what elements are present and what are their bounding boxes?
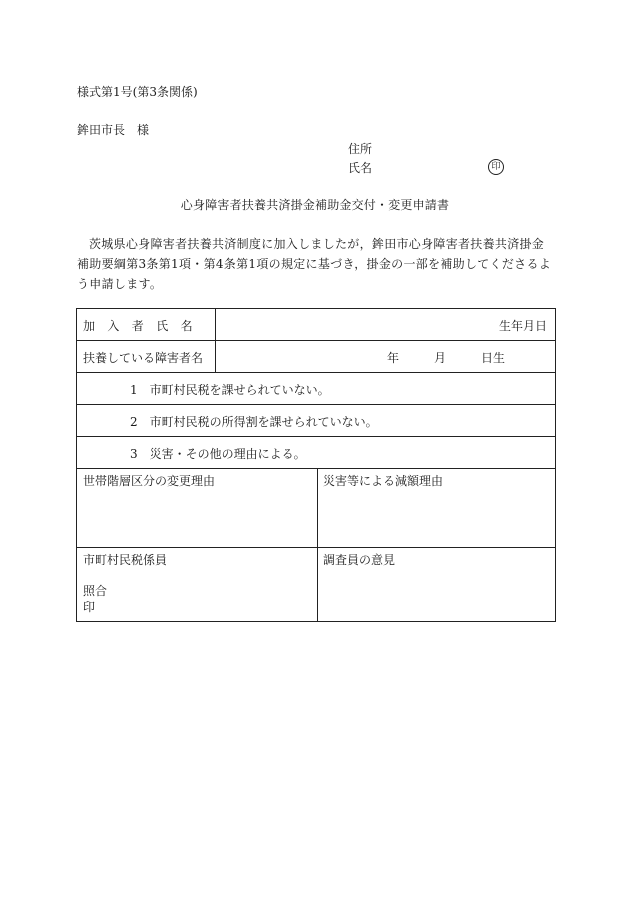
- addressee: 鉾田市長 様: [77, 123, 150, 137]
- address-label: 住所: [348, 142, 373, 156]
- birthdate-label: 生年月日: [498, 319, 547, 333]
- enrollee-name-label: 加 入 者 氏 名: [83, 319, 193, 333]
- reason-item: 3 災害・その他の理由による。: [130, 447, 306, 461]
- verified-label: 照合: [83, 584, 108, 598]
- name-label: 氏名: [348, 161, 373, 175]
- dependent-name-label: 扶養している障害者名: [83, 351, 204, 365]
- household-change-reason-label: 世帯階層区分の変更理由: [83, 474, 216, 488]
- row-divider: [77, 404, 555, 405]
- application-form-table: [76, 308, 556, 622]
- row-divider: [77, 372, 555, 373]
- application-statement: 茨城県心身障害者扶養共済制度に加入しましたが，鉾田市心身障害者扶養共済掛金補助要綱第3条第1項・第4条第1項の規定に基づき，掛金の一部を補助してくださるよう申請します。: [77, 237, 552, 291]
- birth-day-label: 日生: [481, 351, 506, 365]
- row-divider: [77, 340, 555, 341]
- investigator-opinion-label: 調査員の意見: [323, 553, 396, 567]
- document-title: 心身障害者扶養共済掛金補助金交付・変更申請書: [180, 198, 450, 212]
- disaster-reduction-reason-label: 災害等による減額理由: [323, 474, 444, 488]
- tax-officer-label: 市町村民税係員: [83, 553, 168, 567]
- column-divider: [317, 468, 318, 622]
- birth-month-label: 月: [434, 351, 447, 365]
- row-divider: [77, 547, 555, 548]
- birth-year-label: 年: [387, 351, 400, 365]
- column-divider: [215, 309, 216, 372]
- seal-mark: 印: [488, 159, 504, 175]
- reason-item: 1 市町村民税を課せられていない。: [130, 383, 330, 397]
- row-divider: [77, 436, 555, 437]
- row-divider: [77, 468, 555, 469]
- reason-item: 2 市町村民税の所得割を課せられていない。: [130, 415, 378, 429]
- officer-seal-label: 印: [83, 600, 96, 614]
- form-number: 様式第1号(第3条関係): [77, 85, 198, 99]
